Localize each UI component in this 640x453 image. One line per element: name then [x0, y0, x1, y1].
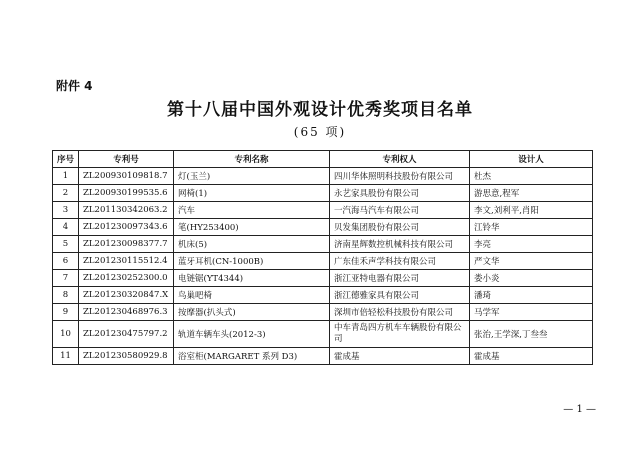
cell-patent-name: 鸟巢吧椅 [174, 287, 330, 304]
cell-patent-holder: 济南星辉数控机械科技有限公司 [330, 236, 470, 253]
cell-patent-no: ZL201230098377.7 [79, 236, 174, 253]
cell-patent-no: ZL201230580929.8 [79, 348, 174, 365]
cell-patent-holder: 中车青岛四方机车车辆股份有限公司 [330, 321, 470, 348]
cell-designer: 潘琦 [470, 287, 593, 304]
cell-patent-no: ZL201230252300.0 [79, 270, 174, 287]
cell-serial: 1 [53, 168, 79, 185]
table-row [53, 219, 593, 236]
table-header-row [53, 151, 593, 168]
cell-serial: 11 [53, 348, 79, 365]
attachment-label: 附件 4 [56, 79, 93, 93]
table-row [53, 236, 593, 253]
cell-patent-no: ZL201230320847.X [79, 287, 174, 304]
header-designer: 设计人 [470, 151, 593, 168]
cell-patent-no: ZL201230115512.4 [79, 253, 174, 270]
page-title: 第十八届中国外观设计优秀奖项目名单 [167, 100, 473, 120]
cell-designer: 马学军 [470, 304, 593, 321]
cell-designer: 游思意,程军 [470, 185, 593, 202]
cell-patent-no: ZL200930109818.7 [79, 168, 174, 185]
cell-patent-holder: 四川华体照明科技股份有限公司 [330, 168, 470, 185]
cell-serial: 2 [53, 185, 79, 202]
cell-patent-no: ZL200930199535.6 [79, 185, 174, 202]
cell-patent-name: 网椅(1) [174, 185, 330, 202]
table-row [53, 348, 593, 365]
cell-designer: 江铃华 [470, 219, 593, 236]
cell-designer: 张治,王学深,丁叁叁 [470, 321, 593, 348]
table-row [53, 321, 593, 348]
table-row [53, 185, 593, 202]
cell-patent-name: 笔(HY253400) [174, 219, 330, 236]
table-row [53, 304, 593, 321]
cell-patent-name: 浴室柜(MARGARET 系列 D3) [174, 348, 330, 365]
cell-patent-name: 汽车 [174, 202, 330, 219]
cell-patent-holder: 贝发集团股份有限公司 [330, 219, 470, 236]
cell-patent-holder: 霍成基 [330, 348, 470, 365]
cell-patent-holder: 广东佳禾声学科技有限公司 [330, 253, 470, 270]
cell-patent-holder: 一汽海马汽车有限公司 [330, 202, 470, 219]
cell-patent-no: ZL201230097343.6 [79, 219, 174, 236]
cell-patent-name: 机床(5) [174, 236, 330, 253]
cell-designer: 娄小炎 [470, 270, 593, 287]
award-table [52, 150, 593, 365]
cell-serial: 4 [53, 219, 79, 236]
cell-designer: 李亮 [470, 236, 593, 253]
cell-patent-holder: 浙江亚特电器有限公司 [330, 270, 470, 287]
cell-designer: 李文,刘利平,肖阳 [470, 202, 593, 219]
table-row [53, 270, 593, 287]
cell-serial: 10 [53, 321, 79, 348]
cell-serial: 7 [53, 270, 79, 287]
cell-designer: 霍成基 [470, 348, 593, 365]
item-count-subtitle: (65 项) [293, 125, 347, 139]
table-row [53, 287, 593, 304]
cell-patent-name: 轨道车辆车头(2012-3) [174, 321, 330, 348]
header-patent-holder: 专利权人 [330, 151, 470, 168]
cell-patent-no: ZL201230468976.3 [79, 304, 174, 321]
table-row [53, 168, 593, 185]
cell-patent-name: 蓝牙耳机(CN-1000B) [174, 253, 330, 270]
cell-patent-holder: 深圳市倍轻松科技股份有限公司 [330, 304, 470, 321]
cell-designer: 杜杰 [470, 168, 593, 185]
cell-patent-name: 按摩器(扒头式) [174, 304, 330, 321]
table-row [53, 202, 593, 219]
cell-patent-name: 灯(玉兰) [174, 168, 330, 185]
cell-designer: 严文华 [470, 253, 593, 270]
cell-serial: 5 [53, 236, 79, 253]
cell-patent-holder: 永艺家具股份有限公司 [330, 185, 470, 202]
cell-patent-no: ZL201130342063.2 [79, 202, 174, 219]
table-row [53, 253, 593, 270]
cell-serial: 9 [53, 304, 79, 321]
cell-patent-name: 电链锯(YT4344) [174, 270, 330, 287]
cell-patent-no: ZL201230475797.2 [79, 321, 174, 348]
cell-serial: 6 [53, 253, 79, 270]
header-patent-no: 专利号 [79, 151, 174, 168]
cell-serial: 3 [53, 202, 79, 219]
cell-serial: 8 [53, 287, 79, 304]
header-patent-name: 专利名称 [174, 151, 330, 168]
page-number: — 1 — [563, 404, 596, 415]
header-serial: 序号 [53, 151, 79, 168]
cell-patent-holder: 浙江德雅家具有限公司 [330, 287, 470, 304]
